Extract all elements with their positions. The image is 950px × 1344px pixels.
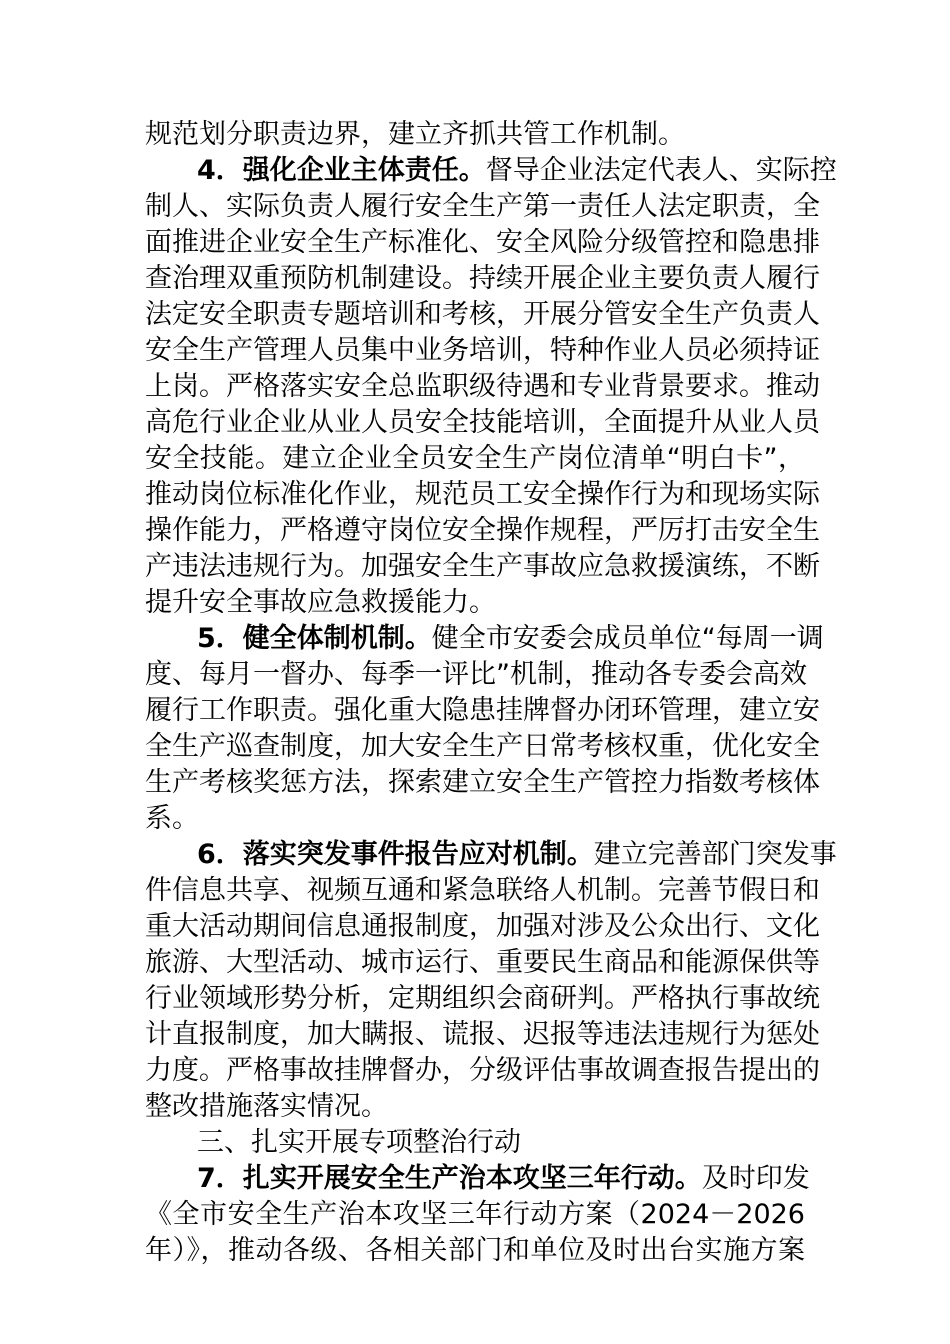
section-5-heading-line: 5．健全体制机制。健全市安委会成员单位“每周一调 <box>197 623 824 654</box>
text-line: 安全生产管理人员集中业务培训，特种作业人员必须持证 <box>145 335 820 366</box>
section-4-title: 4．强化企业主体责任。 <box>197 155 486 186</box>
text-line: 上岗。严格落实安全总监职级待遇和专业背景要求。推动 <box>145 371 820 402</box>
text-line: 重大活动期间信息通报制度，加强对涉及公众出行、文化 <box>145 911 820 942</box>
text-line: 《全市安全生产治本攻坚三年行动方案（2024－2026 <box>145 1199 805 1230</box>
text-line: 操作能力，严格遵守岗位安全操作规程，严厉打击安全生 <box>145 515 820 546</box>
text-line: 高危行业企业从业人员安全技能培训，全面提升从业人员 <box>145 407 820 438</box>
text-line: 旅游、大型活动、城市运行、重要民生商品和能源保供等 <box>145 947 820 978</box>
section-6-title: 6．落实突发事件报告应对机制。 <box>197 839 594 870</box>
text-line: 推动岗位标准化作业，规范员工安全操作行为和现场实际 <box>145 479 820 510</box>
text-line: 力度。严格事故挂牌督办，分级评估事故调查报告提出的 <box>145 1055 820 1086</box>
text-line: 年）》，推动各级、各相关部门和单位及时出台实施方案 <box>145 1235 805 1266</box>
section-7-title: 7．扎实开展安全生产治本攻坚三年行动。 <box>197 1163 702 1194</box>
text-line: 面推进企业安全生产标准化、安全风险分级管控和隐患排 <box>145 227 820 258</box>
text-line: 规范划分职责边界，建立齐抓共管工作机制。 <box>145 119 685 150</box>
text-line: 全生产巡查制度，加大安全生产日常考核权重，优化安全 <box>145 731 820 762</box>
text-line: 提升安全事故应急救援能力。 <box>145 587 496 618</box>
text-line: 整改措施落实情况。 <box>145 1091 388 1122</box>
chapter-heading: 三、扎实开展专项整治行动 <box>197 1127 521 1158</box>
text-line: 件信息共享、视频互通和紧急联络人机制。完善节假日和 <box>145 875 820 906</box>
text-line: 度、每月一督办、每季一评比”机制，推动各专委会高效 <box>145 659 807 690</box>
text-line: 法定安全职责专题培训和考核，开展分管安全生产负责人 <box>145 299 820 330</box>
section-4-heading-line: 4．强化企业主体责任。督导企业法定代表人、实际控 <box>197 155 837 186</box>
text-line: 计直报制度，加大瞒报、谎报、迟报等违法违规行为惩处 <box>145 1019 820 1050</box>
text-line: 安全技能。建立企业全员安全生产岗位清单“明白卡”， <box>145 443 805 474</box>
text-line: 行业领域形势分析，定期组织会商研判。严格执行事故统 <box>145 983 820 1014</box>
section-6-heading-line: 6．落实突发事件报告应对机制。建立完善部门突发事 <box>197 839 837 870</box>
text-line: 生产考核奖惩方法，探索建立安全生产管控力指数考核体 <box>145 767 820 798</box>
text-line: 系。 <box>145 803 199 834</box>
section-5-title: 5．健全体制机制。 <box>197 623 432 654</box>
text-line: 履行工作职责。强化重大隐患挂牌督办闭环管理，建立安 <box>145 695 820 726</box>
text-line: 查治理双重预防机制建设。持续开展企业主要负责人履行 <box>145 263 820 294</box>
section-7-heading-line: 7．扎实开展安全生产治本攻坚三年行动。及时印发 <box>197 1163 810 1194</box>
text-line: 制人、实际负责人履行安全生产第一责任人法定职责，全 <box>145 191 820 222</box>
text-line: 产违法违规行为。加强安全生产事故应急救援演练，不断 <box>145 551 820 582</box>
